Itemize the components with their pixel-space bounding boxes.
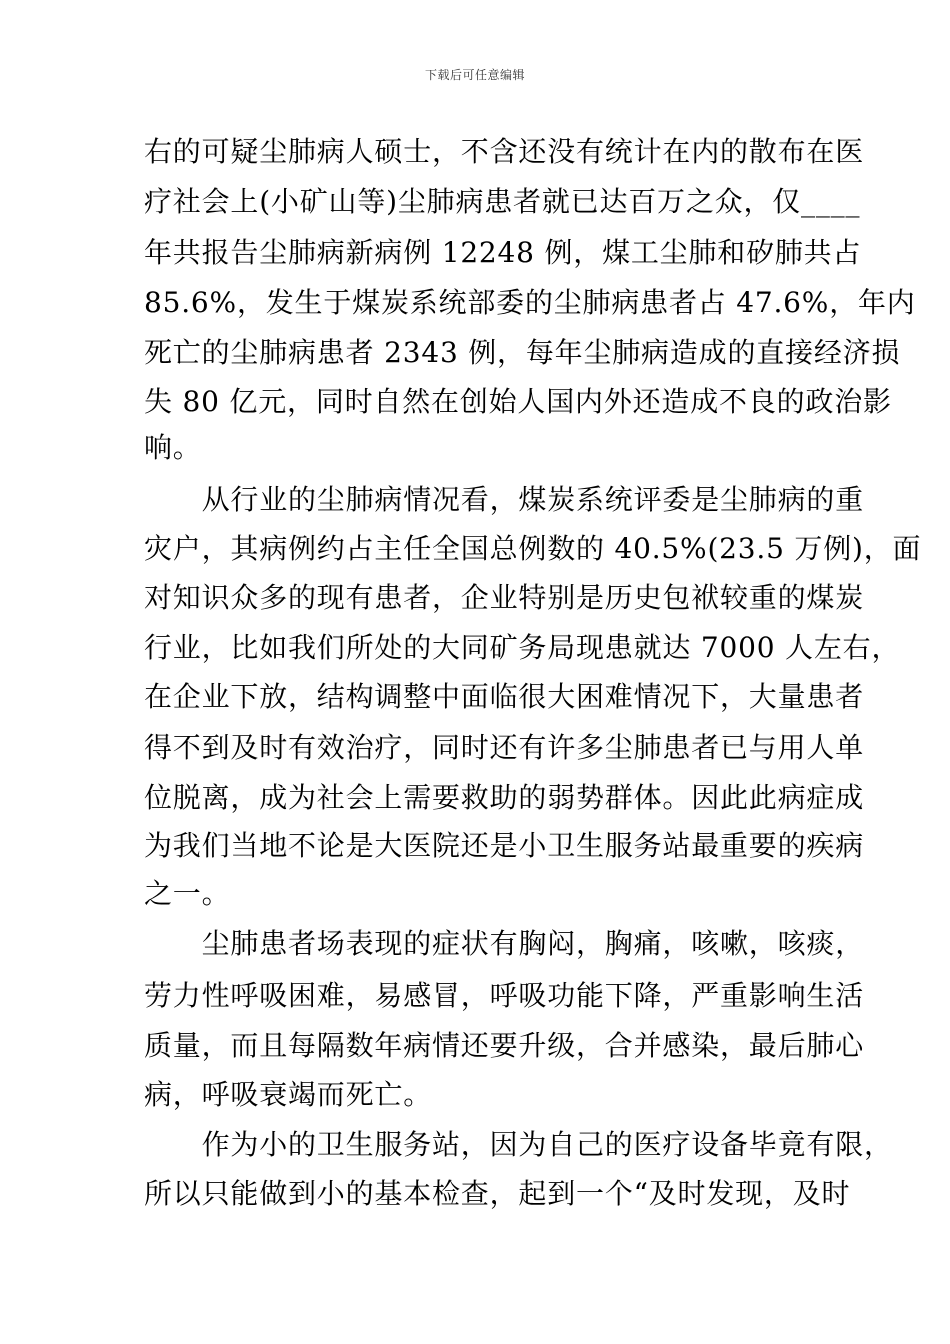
text-line: 质量，而且每隔数年病情还要升级，合并感染，最后肺心 xyxy=(144,1029,865,1062)
text-line: 在企业下放，结构调整中面临很大困难情况下，大量患者 xyxy=(144,680,865,713)
text-line: 病，呼吸衰竭而死亡。 xyxy=(144,1078,433,1111)
text-line: 右的可疑尘肺病人硕士，不含还没有统计在内的散布在医 xyxy=(144,135,865,168)
text-line: 疗社会上(小矿山等)尘肺病患者就已达百万之众，仅____ xyxy=(144,185,861,218)
page-header-note: 下载后可任意编辑 xyxy=(424,68,525,82)
text-line: 行业，比如我们所处的大同矿务局现患就达 7000 人左右， xyxy=(144,631,901,664)
text-line: 85.6%，发生于煤炭系统部委的尘肺病患者占 47.6%，年内 xyxy=(144,286,916,319)
text-line: 年共报告尘肺病新病例 12248 例，煤工尘肺和矽肺共占 xyxy=(144,236,862,269)
text-line: 失 80 亿元，同时自然在创始人国内外还造成不良的政治影 xyxy=(144,385,892,418)
text-line: 灾户，其病例约占主任全国总例数的 40.5%(23.5 万例)，面 xyxy=(144,532,922,565)
text-line: 尘肺患者场表现的症状有胸闷，胸痛，咳嗽，咳痰， xyxy=(144,927,865,960)
text-line: 劳力性呼吸困难，易感冒，呼吸功能下降，严重影响生活 xyxy=(144,979,865,1012)
text-line: 对知识众多的现有患者，企业特别是历史包袱较重的煤炭 xyxy=(144,581,865,614)
text-line: 为我们当地不论是大医院还是小卫生服务站最重要的疾病 xyxy=(144,829,865,862)
text-line: 位脱离，成为社会上需要救助的弱势群体。因此此病症成 xyxy=(144,781,865,814)
text-line: 从行业的尘肺病情况看，煤炭系统评委是尘肺病的重 xyxy=(144,483,865,516)
text-line: 响。 xyxy=(144,431,202,464)
text-line: 死亡的尘肺病患者 2343 例，每年尘肺病造成的直接经济损 xyxy=(144,336,901,369)
text-line: 得不到及时有效治疗，同时还有许多尘肺患者已与用人单 xyxy=(144,731,865,764)
text-line: 作为小的卫生服务站，因为自己的医疗设备毕竟有限， xyxy=(144,1128,893,1161)
text-line: 所以只能做到小的基本检查，起到一个“及时发现，及时 xyxy=(144,1177,851,1210)
text-line: 之一。 xyxy=(144,877,231,910)
